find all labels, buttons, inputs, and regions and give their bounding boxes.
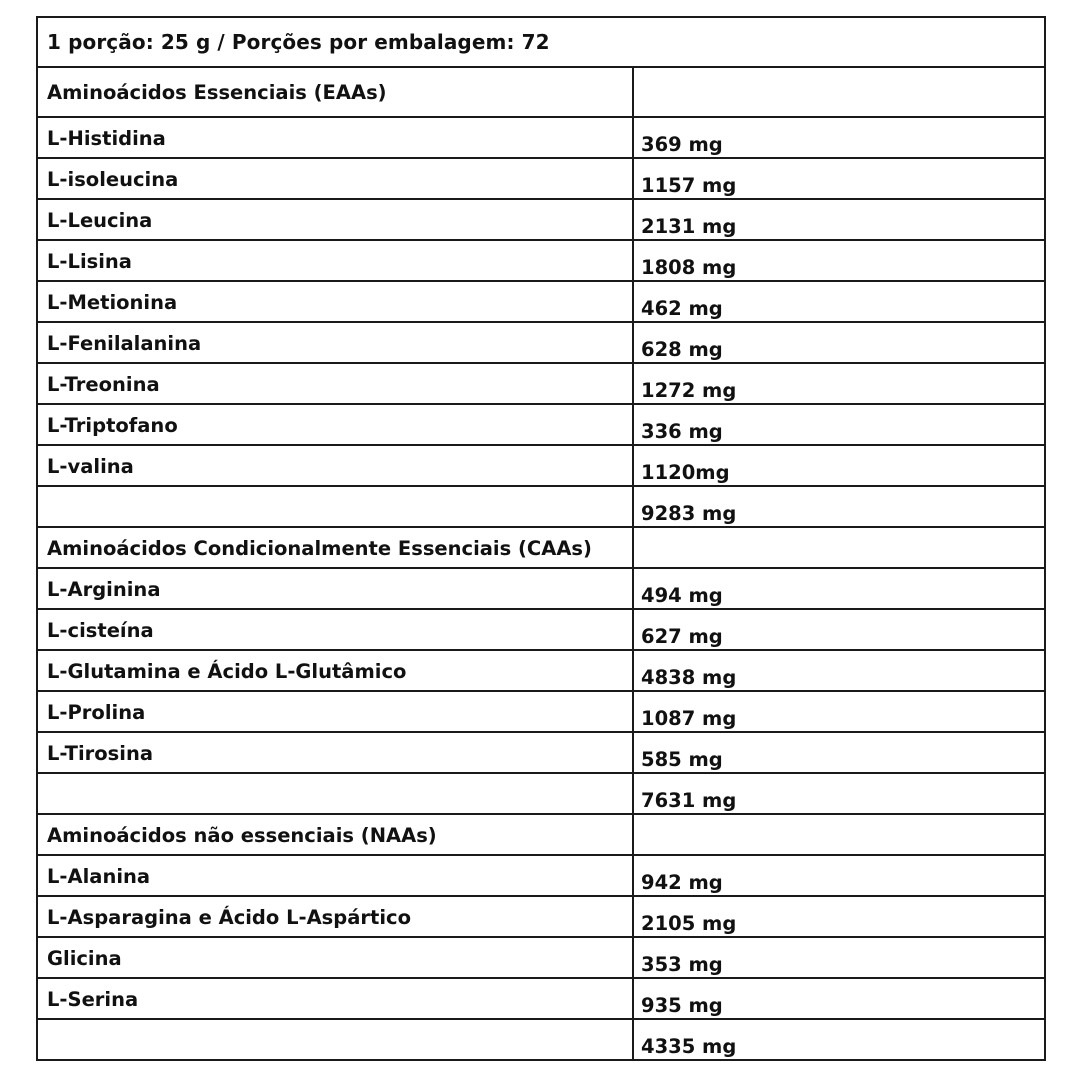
amino-acid-name: L-valina: [38, 446, 634, 485]
amino-acid-amount: 585 mg: [641, 748, 723, 771]
amino-acid-amount: 1272 mg: [641, 379, 737, 402]
section-value-empty: [634, 815, 1044, 854]
section-title: Aminoácidos não essenciais (NAAs): [38, 815, 634, 854]
table-row: [38, 323, 1044, 364]
table-row: [38, 200, 1044, 241]
table-row: [38, 651, 1044, 692]
total-row: [38, 1020, 1044, 1061]
total-row: [38, 774, 1044, 815]
amino-acid-amount: 2131 mg: [641, 215, 737, 238]
section-total: 4335 mg: [641, 1035, 737, 1058]
section-value-empty: [634, 68, 1044, 116]
section-header-row: [38, 528, 1044, 569]
amino-acid-amount: 1120mg: [641, 461, 730, 484]
amino-acid-name: L-Serina: [38, 979, 634, 1018]
amino-acid-name: L-Asparagina e Ácido L-Aspártico: [38, 897, 634, 936]
section-title: Aminoácidos Essenciais (EAAs): [38, 68, 634, 116]
amino-acid-amount: 1087 mg: [641, 707, 737, 730]
section-value-empty: [634, 528, 1044, 567]
amino-acid-amount: 336 mg: [641, 420, 723, 443]
amino-acid-amount: 935 mg: [641, 994, 723, 1017]
amino-acid-amount: 4838 mg: [641, 666, 737, 689]
amino-acid-amount: 942 mg: [641, 871, 723, 894]
table-row: [38, 938, 1044, 979]
amino-acid-amount: 369 mg: [641, 133, 723, 156]
table-row: [38, 118, 1044, 159]
amino-acid-name: L-Glutamina e Ácido L-Glutâmico: [38, 651, 634, 690]
amino-acid-name: L-Alanina: [38, 856, 634, 895]
table-row: [38, 282, 1044, 323]
amino-acid-name: L-Treonina: [38, 364, 634, 403]
nutrition-table: [36, 16, 1046, 1061]
amino-acid-name: L-isoleucina: [38, 159, 634, 198]
table-row: [38, 856, 1044, 897]
total-row: [38, 487, 1044, 528]
amino-acid-amount: 1157 mg: [641, 174, 737, 197]
amino-acid-amount: 1808 mg: [641, 256, 737, 279]
amino-acid-name: L-Prolina: [38, 692, 634, 731]
amino-acid-amount: 353 mg: [641, 953, 723, 976]
table-row: [38, 733, 1044, 774]
amino-acid-name: Glicina: [38, 938, 634, 977]
total-label-empty: [38, 487, 634, 526]
amino-acid-name: L-Triptofano: [38, 405, 634, 444]
amino-acid-name: L-Metionina: [38, 282, 634, 321]
table-row: [38, 159, 1044, 200]
amino-acid-name: L-cisteína: [38, 610, 634, 649]
amino-acid-name: L-Histidina: [38, 118, 634, 157]
total-label-empty: [38, 1020, 634, 1059]
total-label-empty: [38, 774, 634, 813]
table-row: [38, 405, 1044, 446]
table-row: [38, 364, 1044, 405]
amino-acid-amount: 494 mg: [641, 584, 723, 607]
table-row: [38, 897, 1044, 938]
amino-acid-name: L-Leucina: [38, 200, 634, 239]
table-row: [38, 979, 1044, 1020]
amino-acid-amount: 628 mg: [641, 338, 723, 361]
amino-acid-amount: 462 mg: [641, 297, 723, 320]
amino-acid-name: L-Lisina: [38, 241, 634, 280]
section-header-row: [38, 68, 1044, 118]
amino-acid-name: L-Tirosina: [38, 733, 634, 772]
section-total: 9283 mg: [641, 502, 737, 525]
serving-info-header: 1 porção: 25 g / Porções por embalagem: 72: [38, 18, 1044, 68]
section-total: 7631 mg: [641, 789, 737, 812]
amino-acid-name: L-Arginina: [38, 569, 634, 608]
table-row: [38, 446, 1044, 487]
amino-acid-amount: 2105 mg: [641, 912, 737, 935]
section-header-row: [38, 815, 1044, 856]
table-row: [38, 241, 1044, 282]
amino-acid-name: L-Fenilalanina: [38, 323, 634, 362]
table-row: [38, 692, 1044, 733]
section-title: Aminoácidos Condicionalmente Essenciais (CAAs): [38, 528, 634, 567]
table-row: [38, 569, 1044, 610]
amino-acid-amount: 627 mg: [641, 625, 723, 648]
table-row: [38, 610, 1044, 651]
